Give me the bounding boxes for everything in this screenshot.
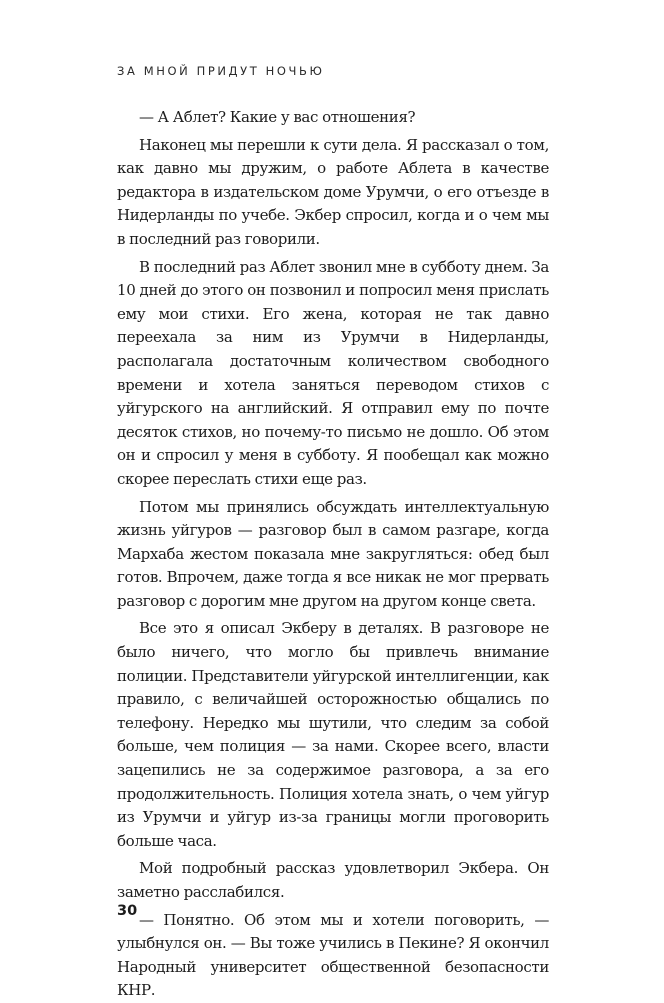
body-text	[117, 106, 549, 1003]
paragraph: Все это я описал Экберу в деталях. В разговоре не было ничего, что могло бы привлечь внимание полиции. Представители уйгурской интеллигенции, как правило, с величайшей осторожностью общались по телефону. Нередко мы шутили, что следим за собой больше, чем полиция — за нами. Скорее всего, власти зацепились не за содержимое разговора, а за его продолжительность. Полиция хотела знать, о чем уйгур из Урумчи и уйгур из-за границы могли проговорить больше часа.	[117, 619, 549, 850]
paragraph: — Понятно. Об этом мы и хотели поговорить, — улыбнулся он. — Вы тоже учились в Пекине? Я окончил Народный университет общественной безопасности КНР.	[117, 910, 549, 1000]
paragraph: — А Аблет? Какие у вас отношения?	[139, 108, 416, 126]
paragraph: В последний раз Аблет звонил мне в субботу днем. За 10 дней до этого он позвонил и попросил меня прислать ему мои стихи. Его жена, которая не так давно переехала за ним из Урумчи в Нидерланды, располагала достаточным количеством свободного времени и хотела заняться переводом стихов с уйгурского на английский. Я отправил ему по почте десяток стихов, но почему-то письмо не дошло. Об этом он и спросил у меня в субботу. Я пообещал как можно скорее переслать стихи еще раз.	[117, 257, 549, 488]
paragraph: Мой подробный рассказ удовлетворил Экбера. Он заметно расслабился.	[117, 859, 549, 901]
page-number: 30	[117, 903, 138, 919]
running-head-title: ЗА МНОЙ ПРИДУТ НОЧЬЮ	[117, 64, 325, 78]
paragraph: Наконец мы перешли к сути дела. Я рассказал о том, как давно мы дружим, о работе Аблета в качестве редактора в издательском доме Урумчи, о его отъезде в Нидерланды по учебе. Экбер спросил, когда и о чем мы в последний раз говорили.	[117, 135, 549, 248]
paragraph: Потом мы принялись обсуждать интеллектуальную жизнь уйгуров — разговор был в самом разгаре, когда Мархаба жестом показала мне закругляться: обед был готов. Впрочем, даже тогда я все никак не мог прервать разговор с дорогим мне другом на другом конце света.	[117, 497, 549, 610]
